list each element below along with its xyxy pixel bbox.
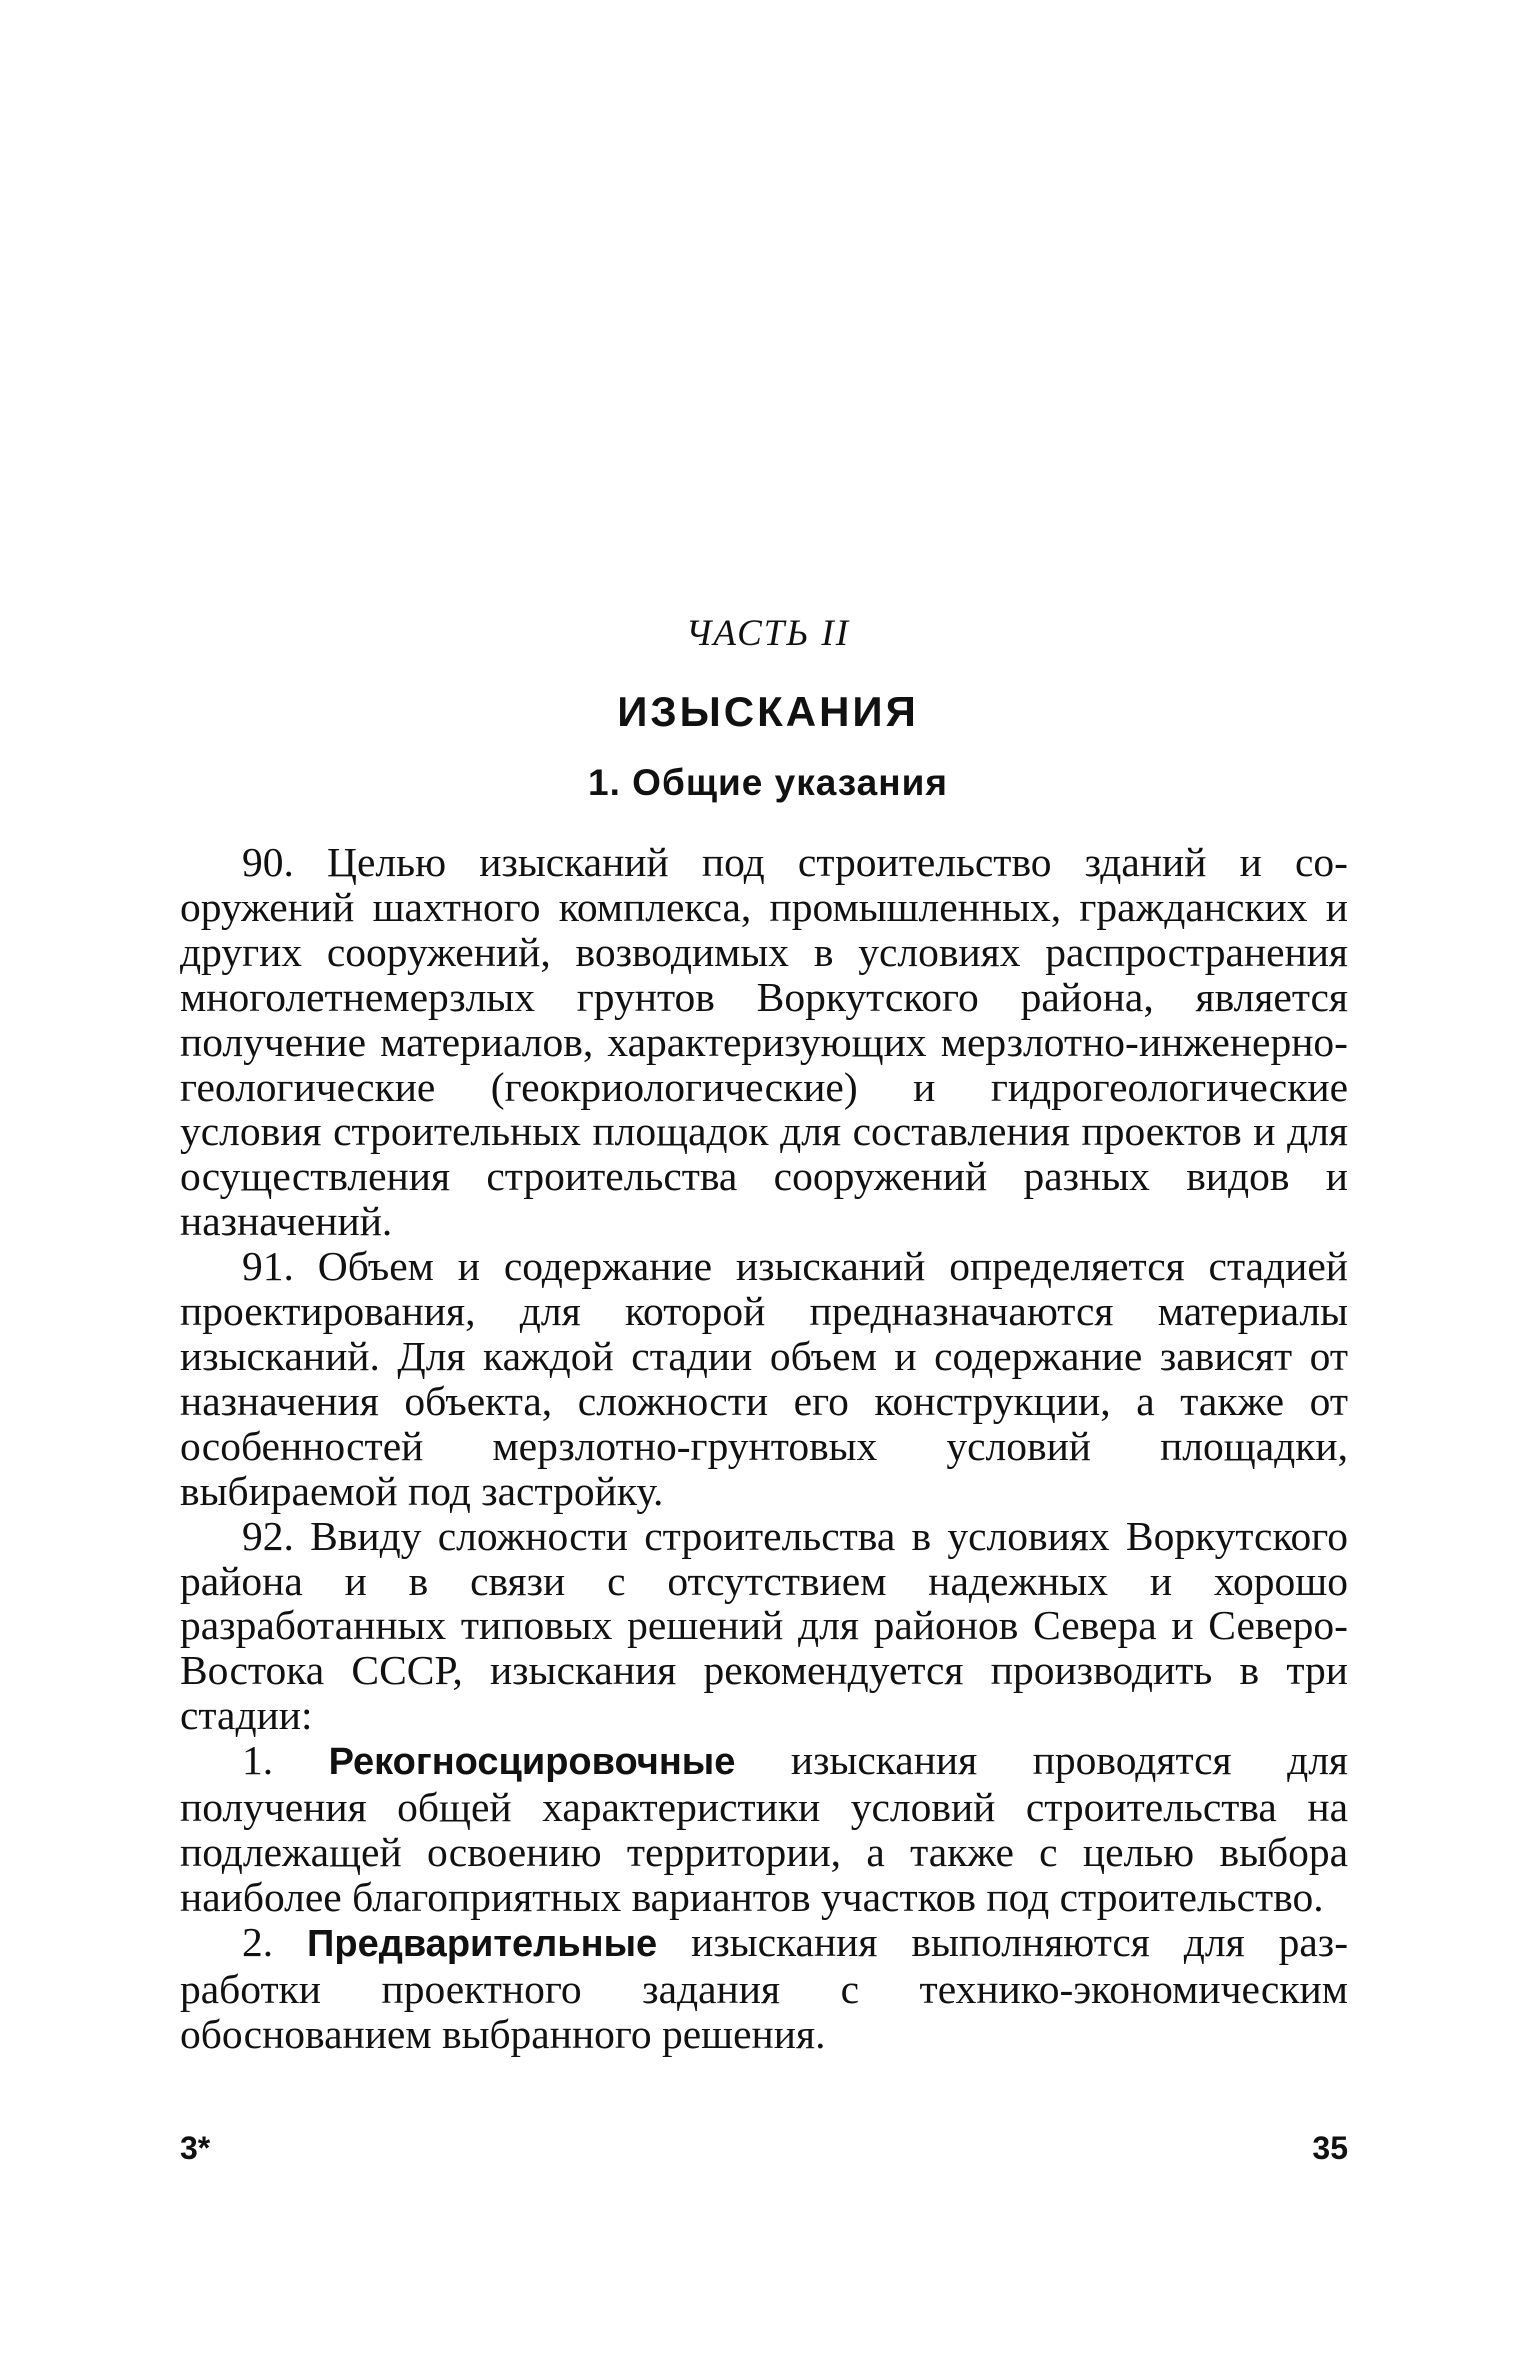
page-number: 35	[1312, 2130, 1348, 2166]
list-item-2-text: изыскания выполняются для разработки проектного задания с технико-экономическим обоснованием выбранного решения.	[180, 1918, 1349, 2057]
list-item-2-term: Предварительные	[307, 1922, 658, 1965]
chapter-title: ИЗЫСКАНИЯ	[617, 688, 919, 735]
list-item-1-term: Рекогносцировочные	[328, 1741, 736, 1784]
list-item-1	[180, 1738, 1348, 1920]
section-title: 1. Общие указания	[588, 762, 948, 803]
printer-signature-mark: 3*	[180, 2130, 211, 2166]
paragraph-92: 92. Ввиду сложности строительства в условиях Воркутского района и в связи с отсутствием надежных и хорошо разработанных типовых решений для районов Севера и Северо-Востока СССР, изыскания рекомендуется производить в три стадии:	[180, 1512, 1348, 1739]
list-item-1-text: изыскания проводятся для получения общей характеристики условий строительства на подлежащей освоению территории, а также с целью выбора наиболее благоприятных вариантов участков под строительство.	[180, 1737, 1349, 1920]
list-item-2	[180, 1920, 1348, 2057]
body-text	[180, 840, 1348, 2056]
paragraph-90: 90. Целью изысканий под строительство зданий и сооружений шахтного комплекса, промышленных, гражданских и других сооружений, возводимых в условиях распространения многолетнемерзлых грунтов Воркутского района, является получение материалов, характеризующих мерзлотно-инженерно-геологические (геокриологические) и гидрогеологические условия строительных площадок для составления проектов и для осуществления строительства сооружений разных видов и назначений.	[180, 839, 1348, 1245]
list-item-2-number: 2.	[242, 1918, 274, 1965]
part-label: ЧАСТЬ II	[685, 613, 851, 654]
paragraph-91: 91. Объем и содержание изысканий определяется стадией проектирования, для которой предназначаются материалы изысканий. Для каждой стадии объем и содержание зависят от назначения объекта, сложности его конструкции, а также от особенностей мерзлотно-грунтовых условий площадки, выбираемой под застройку.	[180, 1243, 1348, 1514]
list-item-1-number: 1.	[242, 1737, 274, 1784]
